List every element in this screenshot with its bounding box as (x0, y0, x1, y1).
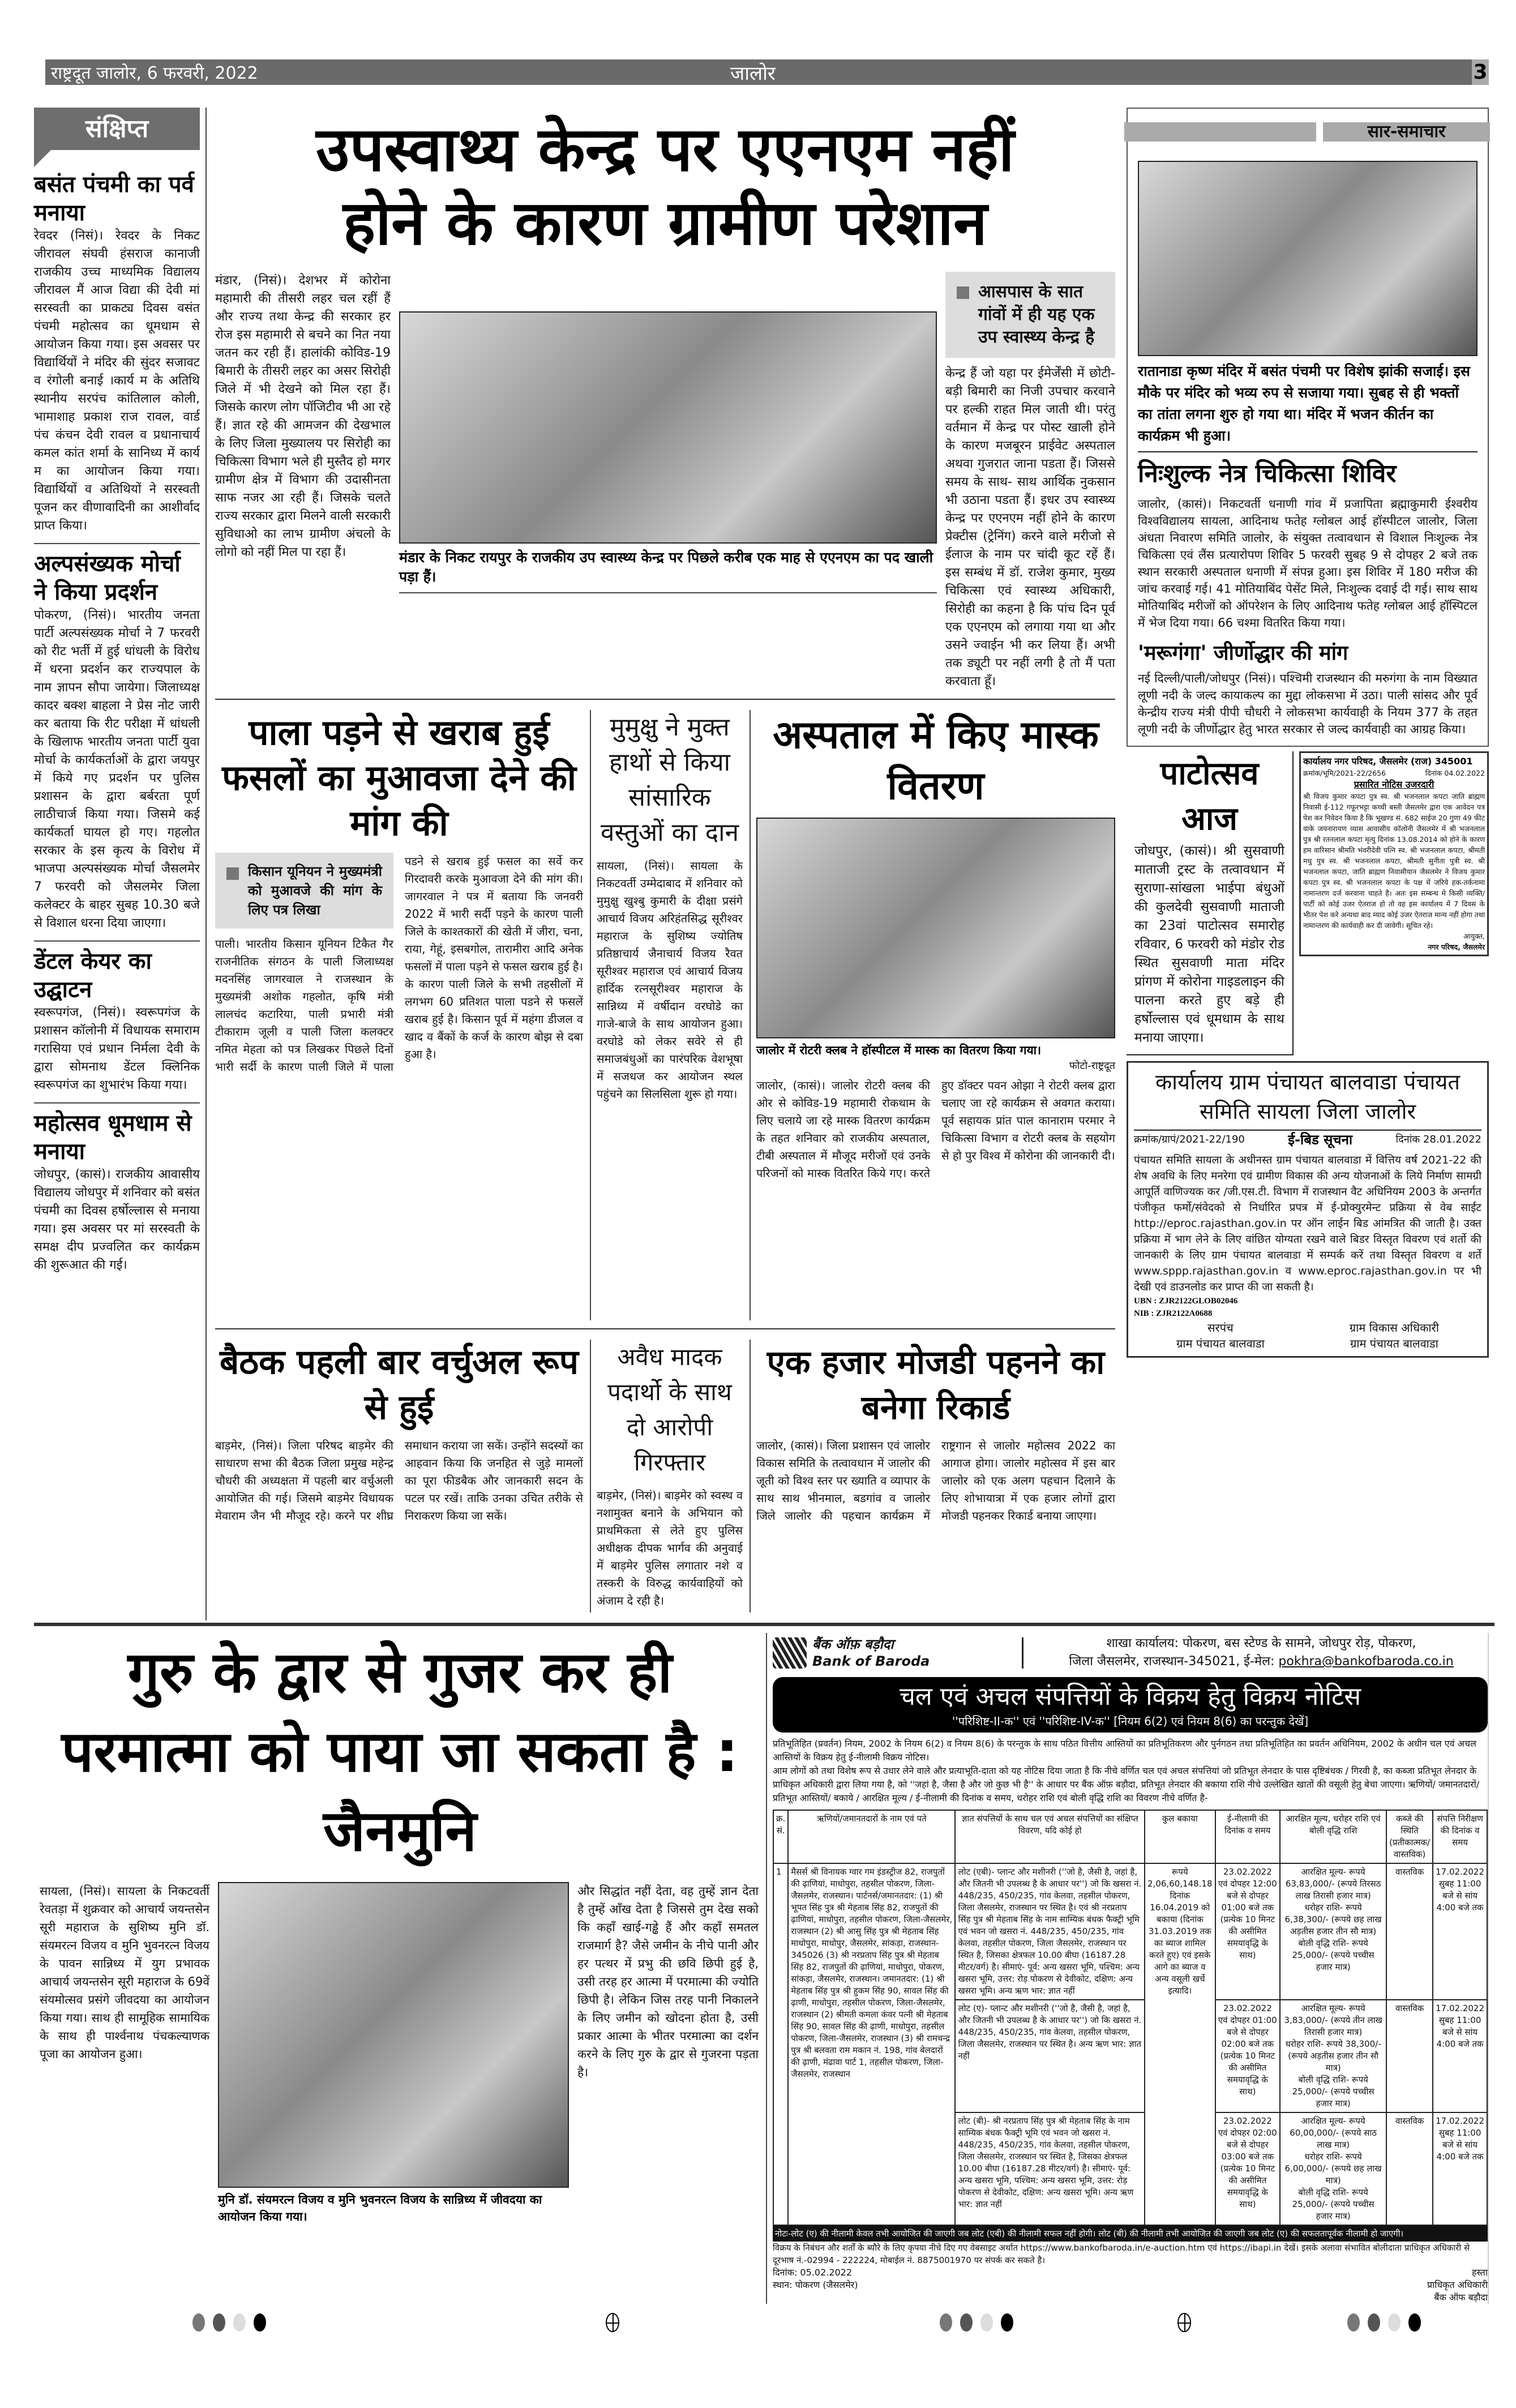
cell-borrowers: मैसर्स श्री विनायक ग्वार गम इंडस्ट्रीज 82, राजपुतों की ढ़ाणियां, माधोपुरा, तहसील पोकरण, जिला-जैसलमेर, राजस्थान। पार्टनर्स/जमानतदार: (1) श्री भूपत सिंह पुत्र श्री मेहताब सिंह 82, राजपुतों की ढ़ाणियां, माधोपुरा, तहसील पोकरण, जिला-जैसलमेर, राजस्थान (2) श्री आसु सिंह पुत्र श्री मेहताब सिंह माधोपुरा, माधोपुर, जैसलमेर, सांकड़ा, राजस्थान- 345026 (3) श्री नरप्रताप सिंह पुत्र श्री मेहताब सिंह 82, राजपुतों की ढ़ाणियां, माधोपुरा, पोकरण, सांकड़ा, जैसलमेर, राजस्थान। जमानतदार: (1) श्री मेहताब सिंह पुत्र श्री हुकम सिंह 90, सावल सिंह की ढ़ाणी, माधोपुरा, तहसील पोकरण, जिला-जैसलमेर, राजस्थान (2) श्रीमती कमला कंवर पत्नी श्री मेहताब सिंह 90, सावल सिंह की ढ़ाणी, माधोपुरा, तहसील पोकरण, जिला-जैसलमेर, राजस्थान (3) श्री रामचन्द्र पुत्र श्री बलवता राम मकान नं. 198, गांव बेलदारों की ढ़ाणी, मंढावा पार्ट 1, तहसील पोकरण, जिला-जैसलमेर, राजस्थान (788, 1863, 955, 2225)
health-centre-photo (399, 311, 937, 544)
registration-dots (192, 2313, 266, 2332)
bank-logo-hindi: बैंक ऑफ़ बड़ौदा (812, 1636, 894, 1652)
bank-sign: प्राधिकृत अधिकारी (1427, 2279, 1488, 2290)
brief-item (34, 543, 200, 933)
brief-title: अल्पसंख्यक मोर्चा ने किया प्रदर्शन (34, 551, 181, 605)
patotsav-body: जोधपुर, (कासं)। श्री सुसवाणी माताजी ट्रस्ट के तत्वावधान में सुराणा-सांखला भाईपा बंधुओं की कुलदेवी सुसवाणी माताजी का 23वां पाटोत्सव समारोह रविवार, 6 फरवरी को मंडोर रोड स्थित सुसवाणी माता मंदिर प्रांगण में कोरोना गाइडलाइन की पालना करते हुए बड़े ही हर्षोल्लास एवं धूमधाम के साथ मनाया जाएगा। (1134, 844, 1284, 1045)
cell-possession: वास्तविक (1386, 1863, 1433, 2000)
avaidh-body: बाड़मेर, (निसं)। बाड़मेर को स्वस्थ व नशामुक्त बनाने के अभियान को प्राथमिकता से लेते हुए पुलिस अधीक्षक दीपक भार्गव की अनुवाई में बाड़मेर पुलिस लगातार नशे व तस्करी के विरुद्ध कार्यवाहियों को अंजाम दे रही है। (597, 1489, 743, 1607)
hospital-headline: अस्पताल में किए मास्क वितरण (773, 713, 1099, 809)
bank-note: नोटः-लोट (ए) की नीलामी केवल तभी आयोजित की जाएगी जब लोट (एबी) की नीलामी सफल नहीं होगी। लोट (बी) की नीलामी तभी आयोजित की जाएगी जब लोट (ए) की सफलतापूर्वक नीलामी हो जाएगी। (773, 2226, 1488, 2242)
registration-marks (192, 2313, 1494, 2332)
temple-photo (1138, 161, 1478, 356)
bank-logo-icon (773, 1637, 807, 1669)
baithak-article (215, 1340, 583, 1613)
bank-terms: विक्रय के निबंधन और शर्तों के ब्यौरे के लिए कृपया नीचे दिए गए वेबसाइट अर्थात https://www.bankofbaroda.in/e-auction.htm एवं https://ibapi.in देखें। इसके अलावा संभावित बोलीदाता प्राधिकृत अधिकारी से दूरभाष नं.-02994 - 222224, मोबाईल नं. 8875001970 पर संपर्क कर सकते है। (773, 2243, 1470, 2265)
cell-auction: 23.02.2022 एवं दोपहर 12:00 बजे से दोपहर 01:00 बजे तक (प्रत्येक 10 मिनट की असीमित समयावृद्धि के साथ) (1215, 1863, 1281, 2000)
notice-row (1127, 746, 1489, 1055)
cell-inspection: 17.02.2022 सुबह 11:00 बजे से सांय 4:00 बजे तक (1433, 2112, 1487, 2225)
hospital-caption: जालोर में रोटरी क्लब ने हॉस्पीटल में मास्क का वितरण किया गया। (756, 1043, 1042, 1057)
notice-date: दिनांक 04.02.2022 (1425, 769, 1485, 777)
pullquote-text: आसपास के सात गांवों में ही यह एक उप स्वास्थ्य केन्द्र है (978, 282, 1095, 347)
bank-intro: आम लोगों को तथा विशेष रूप से उधार लेने वाले और प्रत्याभूति-दाता को यह नोटिस दिया जाता है कि नीचे वर्णित चल एवं अचल संपत्तियां जो प्रतिभूत लेनदार के पास दृष्टिबंधक / गिरवी है, का कब्जा प्रतिभूत लेनदार के प्राधिकृत अधिकारी द्वारा लिया गया है, को ''जहां है, जैसा है और जो कुछ भी है'' के आधार पर बैंक ऑफ़ बड़ौदा, प्रतिभूत लेनदार की बकाया राशि नीचे उल्लेखित खातों की वसूली हेतु बेचा जाएगा। ऋणियों/ जमानतदारों/ प्रतिभूत आस्तियों/ बकाये / आरक्षित मूल्य / ई-नीलामी की दिनांक व समय, धरोहर राशि एवं बोली वृद्धि राशि का विवरण नीचे वर्णित है- (773, 1765, 1480, 1803)
mojdi-headline: एक हजार मोजडी पहनने का बनेगा रिकार्ड (766, 1343, 1105, 1427)
section-name: जालोर (730, 62, 776, 85)
auction-table (773, 1810, 1488, 2226)
bank-branch: शाखा कार्यालय: पोकरण, बस स्टेण्ड के सामने, जोधपुर रोड़, पोकरण, (1106, 1636, 1416, 1650)
bank-logo (773, 1636, 1022, 1670)
bank-sign: बैंक ऑफ बड़ौदा (1434, 2292, 1488, 2303)
cell-reserve: आरक्षित मूल्य- रूपये 3,83,000/- (रूपये तीन लाख तिरासी हजार मात्र) (1284, 2003, 1382, 2037)
main-headline-line: उपस्वाथ्य केन्द्र पर एएनएम नहीं (316, 114, 1014, 185)
mumukshu-body: सायला, (निसं)। सायला के निकटवर्ती उम्मेदाबाद में शनिवार को मुमुक्षु खुश्बु कुमारी के दीक्षा प्रसंगे आचार्य विजय अरिहंतसिद्ध सूरीश्वर महाराज के सुशिष्य ज्योतिष प्रतिष्ठाचार्य जैनाचार्य विजय रैवत सूरीश्वर महाराज एवं आचार्य विजय हार्दिक रत्नसूरीश्वर महाराज के सान्निध्य में वर्षीदान वरघोडे का गाजे-बाजे के साथ आयोजन हुआ। वरघोडे को लेकर सवेरे से ही समाजबंधुओं का पारंपरिक वेशभूषा में सजधज कर आयोजन स्थल पहुंचने का सिलसिला शुरू हो गया। (597, 859, 743, 1101)
brief-title: महोत्सव धूमधाम से मनाया (34, 1110, 192, 1165)
gp-sign-vdo: ग्राम विकास अधिकारी (1349, 1321, 1439, 1335)
bank-date: दिनांक: 05.02.2022 (773, 2267, 853, 2278)
mumukshu-article (590, 710, 743, 1320)
notice-ref: क्रमांक/भूमि/2021-22/2656 (1303, 769, 1386, 777)
column-header: ज्ञात संपत्तियों के साथ चल एवं अचल संपत्तियों का संक्षिप्त विवरण, यदि कोई हो (955, 1810, 1145, 1863)
cell-bid: बोली वृद्धि राशि- रूपये 25,000/- (रूपये पच्चीस हजार मात्र) (1292, 2187, 1374, 2221)
cell-reserve: आरक्षित मूल्य- रूपये 60,00,000/- (रूपये साठ लाख मात्र) (1290, 2116, 1377, 2150)
farmer-body (215, 853, 583, 1076)
cell-reserve: आरक्षित मूल्य- रूपये 63,83,000/- (रूपये तिरसठ लाख तिरासी हजार मात्र) (1285, 1867, 1381, 1901)
main-photo-caption: मंडार के निकट रायपुर के राजकीय उप स्वास्थ्य केन्द्र पर पिछले करीब एक माह से एएनएम का पद खाली पड़ा हैं। (399, 548, 937, 593)
mojdi-body: जालोर, (कासं)। जिला प्रशासन एवं जालोर विकास समिति के तत्वावधान में जालोर की जूती को विश्व स्तर पर ख्याति व व्यापार के साथ साथ भीनमाल, बडगांव व जालोर जिले जालोर की पहचान कार्यक्रम में राष्ट्रगान से जालोर महोत्सव 2022 का आगाज होगा। जालोर महोत्सव में इस बार जालोर को एक अलग पहचान दिलाने के लिए शोभायात्रा में एक हजार लोगों द्वारा मोजडी पहनकर रिकार्ड बनाया जाएगा। (756, 1439, 1115, 1522)
cell-auction: 23.02.2022 एवं दोपहर 01:00 बजे से दोपहर 02:00 बजे तक (प्रत्येक 10 मिनट की असीमित समयावृद्धि के साथ) (1215, 2000, 1281, 2112)
lower-row (215, 1329, 1115, 1620)
main-headline-line: होने के कारण ग्रामीण परेशान (342, 188, 988, 259)
jainmuni-photo (218, 1882, 569, 2188)
main-col3 (945, 272, 1115, 691)
gp-ubn: UBN : ZJR2122GLOB02046 (1134, 1297, 1238, 1306)
main-body-col1: मंडार, (निसं)। देशभर में कोरोना महामारी की तीसरी लहर चल रहीं हैं और राज्य तथा केन्द्र की सरकार हर रोज इस महामारी से बचने का नित नया जतन कर रही हैं। हालांकी कोविड-19 बिमारी के तीसरी लहर का असर सिरोही जिले में भी देखने को मिल रहा हैं। जिसके कारण लोग पॉजिटीव भी आ रहे हैं। ज्ञात रहे की आमजन की देखभाल के लिए जिला मुख्यालय पर सिरोही का चिकित्सा विभाग भले ही मुस्तैद हो मगर ग्रामीण क्षेत्र में विभाग की उदासीनता साफ नजर आ रही हैं। जिसके चलते राज्य सरकार द्वारा मिलने वाली सरकारी सुविधाओ का लाभ ग्रामीण अंचलो के लोगो को नहीं मिल पा रहा हैं। (215, 273, 391, 559)
sar-samachar-box (1127, 108, 1489, 746)
brief-item (34, 1102, 200, 1274)
label-band-row (1124, 122, 1490, 142)
avaidh-article (590, 1340, 743, 1613)
hospital-mask-photo (756, 818, 1115, 1038)
hospital-body: जालोर, (कासं)। जालोर रोटरी क्लब की ओर से कोविड-19 महामारी रोकथाम के लिए चलाये जा रहे मास्क वितरण कार्यक्रम के तहत शनिवार को राजकीय अस्पताल, टीबी अस्पताल में मौजूद मरीजों एवं उनके परिजनों को मास्क वितरित किये गए। करते हुए डॉक्टर पवन ओझा ने रोटरी क्लब द्वारा चलाए जा रहे कार्यक्रम से अवगत कराया। पूर्व सहायक प्रांत पाल कानाराम परमार ने चिकित्सा विभाग व रोटरी क्लब के सहयोग से हो पुर विश्व में कोरोना की जानकारी दी। (756, 1079, 1115, 1180)
cell-desc: लोट (ए)- प्लान्ट और मशीनरी (''जो है, जैसी है, जहां है, और जितनी भी उपलब्ध है के आधार पर'') जो कि खसरा नं. 448/235, 450/235, गांव केलवा, तहसील पोकरण, जिला जैसलमेर, राजस्थान पर स्थित है। अन्य ऋण भार: ज्ञात नहीं (955, 2000, 1145, 2112)
jainmuni-article (34, 1633, 767, 2304)
column-header: कब्जे की स्थिति (प्रतीकात्मक/ वास्तविक) (1386, 1810, 1433, 1863)
cell-possession: वास्तविक (1386, 2112, 1433, 2225)
cell-possession: वास्तविक (1386, 2000, 1433, 2112)
brief-body: पोकरण, (निसं)। भारतीय जनता पार्टी अल्पसंख्यक मोर्चा ने 7 फरवरी को रीट भर्ती में हुई धांधली के विरोध में धरना प्रदर्शन कर राज्यपाल के नाम ज्ञापन सौपा जायेगा। जिलाध्यक्ष कादर बक्श बाहला ने प्रेस नोट जारी कर बताया कि रीट परीक्षा में धांधली के खिलाफ भारतीय जनता पार्टी युवा मोर्चा के कार्यकर्ताओं के द्वारा जयपुर में किये गए प्रदर्शन पर पुलिस प्रशासन के द्वारा बर्बरता पूर्ण लाठीचार्ज किया गया। जिसमे कई कार्यकर्ता घायल हो गए। गहलोत सरकार के इस कृत्य के विरोध में भाजपा अल्पसंख्यक मोर्चा जैसलमेर 7 फरवरी को जैसलमेर जिला कलेक्टर के बाहर सुबह 10.30 बजे से विशाल धरना दिया जाएगा। (34, 608, 200, 930)
jainmuni-body-col1: सायला, (निसं)। सायला के निकटवर्ती रेवतड़ा में शुक्रवार को आचार्य जयन्तसेन सूरी महाराज के सुशिष्य मुनि डॉ. संयमरत्न विजय व मुनि भुवनरत्न विजय के पावन सान्निध्य में युग प्रभावक आचार्य जयन्तसेन सूरी महाराज के 69वें संयमोत्सव प्रसंगे जीवदया का आयोजन किया गया। साथ ही सामूहिक सामायिक के साथ ही पार्श्वनाथ पंचकल्याणक पूजा का आयोजन हुआ। (40, 1884, 209, 2061)
cell-desc: लोट (एबी)- प्लान्ट और मशीनरी (''जो है, जैसी है, जहां है, और जितनी भी उपलब्ध है के आधार पर'') जो कि खसरा नं. 448/235, 450/235, गांव केलवा, तहसील पोकरण, जिला जैसलमेर, राजस्थान पर स्थित है। एवं श्री नरप्रताप सिंह पुत्र श्री मेहताब सिंह के नाम साम्यिक बंधक फैक्ट्री भूमि एवं भवन जो खसरा नं. 448/235, 450/235, गांव केलवा, तहसील पोकरण, जिला जैसलमेर, राजस्थान पर स्थित है, जिसका क्षेत्रफल 10.00 बीघा (16187.28 मीटर/वर्ग) है। सीमाएं- पूर्व: अन्य खसरा भूमि, पश्चिम: अन्य खसरा भूमि, उत्तर: रोड़ पोकरण से देवीकोट, दक्षिण: अन्य खसरा भूमि। अन्य ऋण भार: ज्ञात नहीं (955, 1863, 1145, 2000)
main-pullquote (945, 272, 1115, 358)
gp-date: दिनांक 28.01.2022 (1395, 1134, 1481, 1145)
farmer-pullquote (215, 853, 393, 929)
column-header: ऋणियों/जमानतदारों के नाम एवं पते (788, 1810, 955, 1863)
cell-dues: रूपये 2,06,60,148.18 दिनांक 16.04.2019 को बकाया (दिनांक 31.03.2019 तक का ब्याज शामिल करते हुए) एवं इसके आगे का ब्याज व अन्य वसूली खर्चे इत्यादि। (1145, 1863, 1215, 2225)
notice-body: श्री विजय कुमार कपटा पुत्र स्व. श्री भजनलाल कपटा जाति ब्राह्मण निवासी ई-112 गफूरभट्टा कच्ची बस्ती जैसलमेर द्वारा एक आवेदन पत्र पेश कर निवेदन किया है कि भूखण्ड सं. 682 साईज 20 गुणा 49 फीट वाके जयनारायण व्यास आवासीय कॉलोनी जैसलमेर में श्री भजनलाल पुत्र श्री रतनलाल कपटा मृत्यु दिनांक 13.08.2014 को होने के कारण हम वारिसान श्रीमति भंवरीदेवी पत्नि स्व. श्री भजनलाल कपटा, श्रीमती मधु पुत्र स्व. श्री भजनलाल कपटा, श्रीमती सुनीता पुत्री स्व. श्री भजनलाल कपटा, जाति ब्राह्मण निवासीयान जैसलमेर ने विजय कुमार कपटा पुत्र स्व. श्री भजनलाल कपटा के पक्ष में जरिये हक-तर्कनामा नामान्तरण दर्ज करवाना चाहते है। अतः इस सम्बन्ध मे किसी व्यक्ति/पार्टी को कोई उजर ऐतराज हो तो वह इस कार्यालय में 7 दिवस के भीतर पेश करे अन्यथा बाद म्याद कोई उजर ऐतराज मान्य नहीं होगा तथा नामान्तरण की कार्यवाही कर दी जावेगी। सूचित रहे। (1303, 792, 1485, 930)
page-number: 3 (1472, 59, 1489, 85)
bank-email[interactable]: pokhra@bankofbaroda.co.in (1278, 1654, 1454, 1669)
gp-sign-office: ग्राम पंचायत बालवाडा (1350, 1337, 1438, 1350)
cell-emd: धरोहर राशि- रूपये 38,300/- (रूपये अड़तीस हजार तीन सौ मात्र) (1285, 2039, 1381, 2073)
main-body-col3: केन्द्र हैं जो यहा पर ईमेर्जेंसी में छोटी-बड़ी बिमारी का निजी उपचार करवाने पर हल्की राहत मिल जाती थी। परंतु वर्तमान में केन्द्र पर पोस्ट खाली होने के कारण मजबूरन प्राईवेट अस्पताल अथवा गुजरात जाना पडता हैं। जिससे समय के साथ- साथ आर्थिक नुकसान भी उठाना पडता हैं। इधर उप स्वास्थ्य केन्द्र पर एएनएम नहीं होने के कारण प्रेक्टीस (ट्रेनिंग) करने वाले मरीजो से ईलाज के नाम पर चांदी कूट रहें हैं। इस सम्बंध में डॉ. राजेश कुमार, मुख्य चिकित्सा एवं स्वास्थ्य अधिकारी, सिरोही का कहना है कि पांच दिन पूर्व एक एएनएम को लगाया गया था और उसने ज्वाईन भी कर लिया हैं। अभी तक ड्यूटी पर नहीं लगी है तो मैं पता करवाता हूँ। (945, 366, 1115, 688)
right-column (1127, 108, 1489, 1620)
column-header: क्र. सं. (773, 1810, 788, 1863)
cell-bid: बोली वृद्धि राशि- रूपये 25,000/- (रूपये पच्चीस हजार मात्र) (1292, 1938, 1374, 1972)
main-headline (215, 113, 1115, 260)
maru-title: 'मरूगंगा' जीर्णोद्धार की मांग (1138, 641, 1348, 665)
gp-sign-sarpanch: सरपंच (1207, 1321, 1234, 1335)
brief-body: स्वरूपगंज, (निसं)। स्वरूपगंज के प्रशासन कॉलोनी में विधायक समाराम गरासिया एवं प्रधान निर्मला देवी के द्वारा सोमनाथ डेंटल क्लिनिक स्वरूपगंज का शुभारंभ किया गया। (34, 1006, 200, 1092)
bank-intro: प्रतिभूतिहित (प्रवर्तन) नियम, 2002 के नियम 6(2) व नियम 8(6) के परन्तुक के साथ पठित वित्तीय आस्तियों का प्रतिभूतिकरण और पुर्नगठन तथा प्रतिभूतिहित का प्रवर्तन अधिनियम, 2002 के अधीन चल एवं अचल आस्तियों के विक्रय हेतु ई-नीलामी विक्रय नोटिस। (773, 1738, 1476, 1763)
bank-title-banner (773, 1677, 1488, 1733)
patotsav-box (1127, 751, 1294, 1055)
brief-item (34, 940, 200, 1094)
gp-ref: क्रमांक/ग्रापं/2021-22/190 (1134, 1134, 1245, 1145)
cell-desc: लोट (बी)- श्री नरप्रताप सिंह पुत्र श्री मेहताब सिंह के नाम साम्यिक बंधक फैक्ट्री भूमि एवं भवन जो खसरा नं. 448/235, 450/235, गांव केलवा, तहसील पोकरण, जिला जैसलमेर, राजस्थान पर स्थित है, जिसका क्षेत्रफल 10.00 बीघा (16187.28 मीटर/वर्ग) है। सीमाएं- पूर्व: अन्य खसरा भूमि, पश्चिम: अन्य खसरा भूमि, उत्तर: रोड़ पोकरण से देवीकोट, दक्षिण: अन्य खसरा भूमि। अन्य ऋण भार: ज्ञात नहीं (955, 2112, 1145, 2225)
top-section (34, 108, 1494, 1620)
gp-body: पंचायत समिति सायला के अधीनस्त ग्राम पंचायत बालवाडा में वित्तिय वर्ष 2021-22 की शेष अवधि के लिए मनरेगा एवं ग्रामीण विकास की अन्य योजनाओं के लिये निर्माण सामग्री आपूर्ति वाणिज्यक कर /जी.एस.टी. विभाग में राजस्थान वैट अधिनियम 2003 के अन्तर्गत पंजीकृत फर्मो/संवेदको से निर्धारित प्रपत्र में ई-प्रोक्युरमेन्ट प्रक्रिया से वेब साईट http://eproc.rajasthan.gov.in पर ऑन लाईन बिड आंमत्रित की जाती है। उक्त प्रक्रिया में भाग लेने के लिए वांछित योग्यता रखने वाले बिडर विस्तृत विवरण एवं शर्तो की जानकारी के लिए ग्राम पंचायत बालवाडा में सम्पर्क करें तथा विस्तृत विवरण व शर्ते www.sppp.rajasthan.gov.in व www.eproc.rajasthan.gov.in पर भी देखी एवं डाउनलोड कर प्राप्त की जा सकती है। (1134, 1154, 1481, 1293)
table-row (773, 1863, 1487, 2000)
bullet-square-icon (226, 867, 239, 880)
notice-sign-office: नगर परिषद, जैसलमेर (1428, 943, 1485, 951)
masthead-date: राष्ट्रदूत जालोर, 6 फरवरी, 2022 (51, 63, 258, 83)
column-header: कुल बकाया (1145, 1810, 1215, 1863)
label-band (1124, 122, 1316, 142)
bank-logo-english: Bank of Baroda (812, 1653, 930, 1669)
brief-column (34, 108, 207, 1620)
netra-title: निःशुल्क नेत्र चिकित्सा शिविर (1138, 459, 1397, 488)
center-section (215, 108, 1115, 1620)
cell-inspection: 17.02.2022 सुबह 11:00 बजे से सांय 4:00 बजे तक (1433, 1863, 1487, 2000)
column-header: आरक्षित मूल्य, धरोहर राशि एवं बोली वृद्धि राशि (1280, 1810, 1386, 1863)
sar-samachar-label: सार-समाचार (1323, 122, 1490, 142)
brief-title: डेंटल केयर का उद्घाटन (34, 948, 152, 1003)
divider-thick (34, 1623, 1494, 1626)
brief-item (34, 170, 200, 535)
baithak-headline: बैठक पहली बार वर्चुअल रूप से हुई (220, 1342, 579, 1427)
main-story-row (215, 272, 1115, 699)
notice-sign: आयुक्त, (1463, 932, 1485, 940)
gram-panchayat-notice (1127, 1061, 1489, 1358)
column-header: ई-नीलामी की दिनांक व समय (1215, 1810, 1281, 1863)
middle-row (215, 700, 1115, 1328)
column-header: संपत्ति निरीक्षण की दिनांक व समय (1433, 1810, 1487, 1863)
cell-sno: 1 (773, 1863, 788, 2225)
registration-crosshair-icon (606, 2313, 619, 2332)
cell-emd: धरोहर राशि- रूपये 6,00,000/- (रूपये छह लाख मात्र) (1284, 2152, 1382, 2185)
page-header-bar (45, 59, 1472, 85)
registration-dots (1347, 2313, 1421, 2332)
notice-title: प्रसारित नोटिस उजरदारी (1354, 779, 1434, 790)
registration-dots (940, 2313, 1013, 2332)
jainmuni-photo-block (218, 1882, 569, 2225)
jainmuni-row (40, 1882, 760, 2225)
label-tab (34, 150, 51, 167)
cell-auction: 23.02.2022 एवं दोपहर 02:00 बजे से दोपहर 03:00 बजे तक (प्रत्येक 10 मिनट की असीमित समयावृद्धि के साथ) (1215, 2112, 1281, 2225)
bank-place: स्थान: पोकरण (जैसलमेर) (773, 2279, 858, 2290)
baithak-body: बाड़मेर, (निसं)। जिला परिषद बाड़मेर की साधारण सभा की बैठक जिला प्रमुख महेन्द्र चौधरी की अध्यक्षता में पहली बार वर्चुअली आयोजित की गई। जिसमे बाड़मेर विधायक मेवाराम जैन भी मौजूद रहे। करने पर शीघ्र समाधान कराया जा सकें। उन्होंने सदस्यों का आहवान किया कि जनहित से जुड़े मामलों का पूरा फीडबैक और जानकारी सदन के पटल पर रखें। ताकि उनका उचित तरीके से निराकरण किया जा सकें। (215, 1439, 583, 1522)
temple-photo-caption: रातानाडा कृष्ण मंदिर में बसंत पंचमी पर विशेष झांकी सजाई। इस मौके पर मंदिर को भव्य रुप से सजाया गया। सुबह से ही भक्तों का तांता लगना शुरु हो गया था। मंदिर में भजन कीर्तन का कार्यक्रम भी हुआ। (1138, 361, 1478, 452)
bank-subtitle: ''परिशिष्ट-II-क'' एवं ''परिशिष्ट-IV-क'' [नियम 6(2) एवं नियम 8(6) का परन्तुक देखें] (952, 1714, 1309, 1728)
brief-body: रेवदर (निसं)। रेवदर के निकट जीरावल संघवी हंसराज कानाजी राजकीय उच्च माध्यमिक विद्यालय जीरावल मैं आज विद्या की देवी मां सरस्वती का प्राकट्य दिवस वसंत पंचमी महोत्सव का धूमधाम से आयोजन किया गया। इस अवसर पर विद्यार्थियों ने मंदिर की सुंदर सजावट व रंगोली बनाई ।कार्य म के अतिथि स्थानीय सरपंच कांतिलाल कोली, भामाशाह प्रकाश राज रावल, वार्ड पंच कंचन देवी रावल व प्रधानाचार्य कमल कांत शर्मा के सानिध्य में कार्य म का आयोजन किया गया। विद्यार्थियों व अतिथियों ने सरस्वती पूजन कर वीणावादिनी का आशीर्वाद प्राप्त किया। (34, 229, 200, 533)
jainmuni-body-col3: और सिद्धांत नहीं देता, वह तुम्हें ज्ञान देता है तुम्हें आँख देता है जिससे तुम देख सको कि कहाँ खाई-गड्ढे हैं और कहाँ समतल राजमार्ग है? जैसे जमीन के नीचे पानी और हर पत्थर में प्रभु की छवि छिपी हुई है, उसी तरह हर आत्मा में परमात्मा की ज्योति छिपी है। लेकिन जिस तरह पानी निकालने के लिए जमीन को खोदना होता है, उसी प्रकार आत्मा के भीतर परमात्मा का दर्शन करने के लिए गुरु के द्वार से गुजरना पड़ता है। (577, 1884, 759, 2079)
farmer-article (215, 710, 583, 1320)
nagar-parishad-notice (1299, 751, 1489, 956)
gp-subtitle: ई-बिड सूचना (1288, 1132, 1353, 1148)
registration-crosshair-icon (1177, 2313, 1191, 2332)
jainmuni-caption: मुनि डॉ. संयमरत्न विजय व मुनि भुवनरत्न विजय के सान्निध्य में जीवदया का आयोजन किया गया। (218, 2193, 542, 2223)
table-header-row (773, 1810, 1487, 1863)
pullquote-text: किसान यूनियन ने मुख्यमंत्री को मुआवजे की मांग के लिए पत्र लिखा (248, 863, 382, 918)
hospital-article (750, 710, 1115, 1320)
sankshipt-label: संक्षिप्त (34, 108, 200, 150)
bullet-square-icon (957, 286, 969, 299)
bank-auction-notice (773, 1633, 1489, 2304)
bank-title: चल एवं अचल संपत्तियों के विक्रय हेतु विक्रय नोटिस (899, 1682, 1361, 1711)
bottom-section (34, 1633, 1494, 2304)
bank-address: जिला जैसलमेर, राजस्थान-345021, ई-मेल: (1069, 1654, 1275, 1669)
avaidh-headline: अवैध मादक पदार्थो के साथ दो आरोपी गिरफ्तार (607, 1343, 732, 1476)
cell-bid: बोली वृद्धि राशि- रूपये 25,000/- (रूपये पच्चीस हजार मात्र) (1292, 2075, 1374, 2108)
gp-title: कार्यालय ग्राम पंचायत बालवाडा पंचायत समिति सायला जिला जालोर (1155, 1070, 1460, 1124)
gp-sign-office: ग्राम पंचायत बालवाडा (1176, 1337, 1265, 1350)
brief-body: जोधपुर, (कासं)। राजकीय आवासीय विद्यालय जोधपुर में शनिवार को बसंत पंचमी का दिवस हर्षोल्लास से मनाया गया। इस अवसर पर मां सरस्वती के समक्ष दीप प्रज्वलित कर कार्यक्रम की शुरूआत की गई। (34, 1167, 200, 1272)
cell-emd: धरोहर राशि- रूपये 6,38,300/- (रूपये छह लाख अड़तीस हजार तीन सौ मात्र) (1284, 1902, 1382, 1936)
patotsav-title: पाटोत्सव आज (1160, 755, 1259, 837)
mojdi-article (750, 1340, 1115, 1613)
cell-inspection: 17.02.2022 सुबह 11:00 बजे से सांय 4:00 बजे तक (1433, 2000, 1487, 2112)
maru-body: नई दिल्ली/पाली/जोधपुर (निसं)। पश्चिमी राजस्थान की मरुगंगा के नाम विख्यात लूणी नदी के जल्द कायाकल्प का मुद्दा लोकसभा में उठा। पाली सांसद और पूर्व केन्द्रीय राज्य मंत्री पीपी चौधरी ने लोकसभा कार्यवाही के नियम 377 के तहत लूणी नदी के जीर्णोद्धार हेतु भारत सरकार से जल्द कार्यवाही का आग्रह किया। (1138, 671, 1478, 736)
mumukshu-headline: मुमुक्षु ने मुक्त हाथों से किया सांसारिक वस्तुओं का दान (601, 713, 739, 847)
bank-sign: हस्ता (1472, 2267, 1488, 2278)
farmer-text: पाली। भारतीय किसान यूनियन टिकैत गैर राजनीतिक संगठन के पाली जिलाध्यक्ष मदनसिंह जागरवाल ने राजस्थान के मुख्यमंत्री अशोक गहलोत, कृषि मंत्री लालचंद कटारिया, पाली प्रभारी मंत्री टीकाराम जूली व पाली जिला कलक्टर नमित मेहता को पत्र लिखकर पिछले दिनों भारी सर्दी के कारण पाली जिले में पाला पडने से खराब हुई फसल का सर्वे कर गिरदावरी करके मुआवजा देने की मांग की। जागरवाल ने पत्र में बताया कि जनवरी 2022 में भारी सर्दी पड़ने के कारण पाली जिले के काश्तकारों की खेती में जीरा, चना, राया, गेहूं, इसबगोल, तारामीरा आदि अनेक फसलों में पाला पड़ने से फसल खराब हुई है। के कारण पाली जिले के सभी तहसीलों में लगभग 60 प्रतिशत पाला पडने से फसलें खराब हुई है। किसान पूर्व में महंगा डीजल व खाद व बैंकों के कर्ज के कारण बोझ से दबा हुआ है। (215, 854, 583, 1073)
photo-credit: फोटो-राष्ट्रदूत (1069, 1060, 1115, 1072)
jainmuni-headline: गुरु के द्वार से गुजर कर ही परमात्मा को पाया जा सकता है : जैनमुनि (61, 1639, 739, 1864)
notice-office: कार्यालय नगर परिषद, जैसलमेर (राज) 345001 (1303, 756, 1473, 767)
netra-body: जालोर, (कासं)। निकटवर्ती धनाणी गांव में प्रजापिता ब्रह्माकुमारी ईश्वरीय विश्वविद्यालय सायला, आदिनाथ फतेह ग्लोबल आई हॉस्पीटल जालोर, जिला अंधता निवारण समिति जालोर, के संयुक्त तत्वावधान से विशाल निःशुल्क नेत्र चिकित्सा एवं लैंस प्रत्यारोपण शिविर 5 फरवरी सुबह 9 से दोपहर 2 बजे तक स्थान सरकारी अस्पताल धनाणी में संपन्न हुआ। इस शिविर में 180 मरीज की जांच करवाई गई। 41 मोतियाबिंद पेसेंट मिले, निःशुल्क दवाई दी गई। साथ साथ मोतियाबिंद मरीजों को ऑपरेशन के लिए आदिनाथ फतेह ग्लोबल आई हॉस्पिटल में भेज दिया गया। 66 चश्मा वितरित किया गया। (1138, 497, 1478, 630)
gp-nib: NIB : ZJR2122A0688 (1134, 1309, 1213, 1318)
brief-title: बसंत पंचमी का पर्व मनाया (34, 172, 194, 226)
main-photo-block (399, 311, 937, 691)
farmer-headline: पाला पड़ने से खराब हुई फसलों का मुआवजा देने की मांग की (222, 712, 576, 844)
